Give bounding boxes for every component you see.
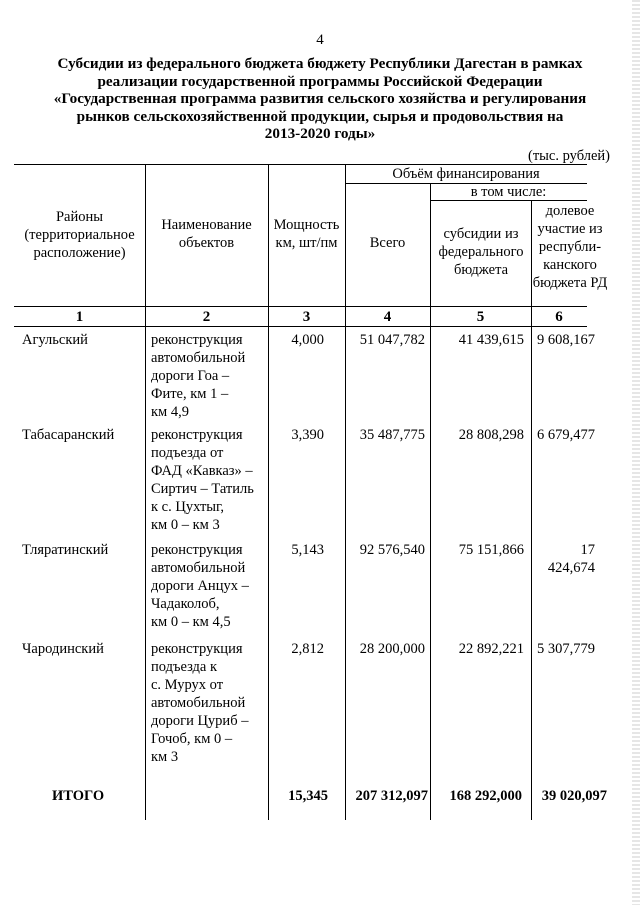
title-line: Субсидии из федерального бюджета бюджету Республики Дагестан в рамках — [57, 55, 583, 72]
row-total: 51 047,782 — [359, 332, 425, 348]
row-capacity: 3,390 — [291, 427, 324, 443]
row-total: 92 576,540 — [359, 542, 425, 558]
scan-edge — [632, 0, 640, 905]
row-total: 28 200,000 — [359, 641, 425, 657]
col-line — [430, 183, 431, 820]
title-line: 2013-2020 годы» — [264, 125, 376, 142]
row-district: Тляратинский — [22, 542, 109, 558]
totals-regional: 39 020,097 — [541, 788, 607, 804]
header-including: в том числе: — [470, 184, 547, 200]
totals-capacity: 15,345 — [288, 788, 328, 804]
row-total: 35 487,775 — [359, 427, 425, 443]
units-label: (тыс. рублей) — [528, 148, 610, 164]
totals-total: 207 312,097 — [355, 788, 428, 804]
row-capacity: 5,143 — [291, 542, 324, 558]
table-header-bottom — [14, 306, 587, 307]
col-number: 3 — [302, 309, 311, 325]
row-regional: 17 424,674 — [547, 542, 595, 576]
table-colnum-bottom — [14, 326, 587, 327]
col-line — [345, 164, 346, 820]
document-title — [20, 55, 620, 143]
row-federal: 28 808,298 — [458, 427, 524, 443]
row-federal: 75 151,866 — [458, 542, 524, 558]
row-object: реконструкция автомобильной дороги Анцух – Чадаколоб, км 0 – км 4,5 — [151, 542, 249, 630]
col-number: 1 — [75, 309, 84, 325]
title-line: реализации государственной программы Российской Федерации — [97, 72, 543, 90]
title-line: «Государственная программа развития сельского хозяйства и регулирования — [53, 90, 587, 107]
row-district: Табасаранский — [22, 427, 115, 443]
title-line: рынков сельскохозяйственной продукции, сырья и продовольствия на — [76, 107, 564, 125]
header-districts: Районы (территориальное расположение) — [24, 209, 135, 261]
totals-label: ИТОГО — [52, 788, 105, 804]
row-object: реконструкция автомобильной дороги Гоа – Фите, км 1 – км 4,9 — [151, 332, 246, 420]
header-capacity: Мощность км, шт/пм — [273, 217, 340, 251]
col-number: 4 — [383, 309, 392, 325]
col-line — [268, 164, 269, 820]
header-regional: долевое участие из республи-канского бюджета РД — [532, 203, 608, 291]
row-regional: 6 679,477 — [537, 427, 595, 443]
row-capacity: 2,812 — [291, 641, 324, 657]
row-district: Агульский — [22, 332, 88, 348]
row-district: Чародинский — [22, 641, 104, 657]
col-line — [531, 200, 532, 820]
col-number: 5 — [476, 309, 485, 325]
page-number: 4 — [316, 32, 324, 48]
col-number: 6 — [555, 309, 563, 325]
totals-federal: 168 292,000 — [449, 788, 522, 804]
row-regional: 5 307,779 — [537, 641, 595, 657]
header-federal: субсидии из федерального бюджета — [438, 226, 524, 278]
row-capacity: 4,000 — [291, 332, 324, 348]
col-line — [145, 164, 146, 820]
col-number: 2 — [202, 309, 211, 325]
header-objects: Наименование объектов — [161, 217, 252, 251]
header-financing: Объём финансирования — [392, 166, 540, 182]
row-object: реконструкция подъезда к с. Мурух от автомобильной дороги Цуриб – Гочоб, км 0 – км 3 — [151, 641, 249, 765]
row-federal: 22 892,221 — [458, 641, 524, 657]
row-object: реконструкция подъезда от ФАД «Кавказ» – Сиртич – Татиль к с. Цухтыг, км 0 – км 3 — [151, 427, 254, 533]
row-regional: 9 608,167 — [537, 332, 595, 348]
header-total: Всего — [369, 235, 406, 251]
row-federal: 41 439,615 — [458, 332, 524, 348]
